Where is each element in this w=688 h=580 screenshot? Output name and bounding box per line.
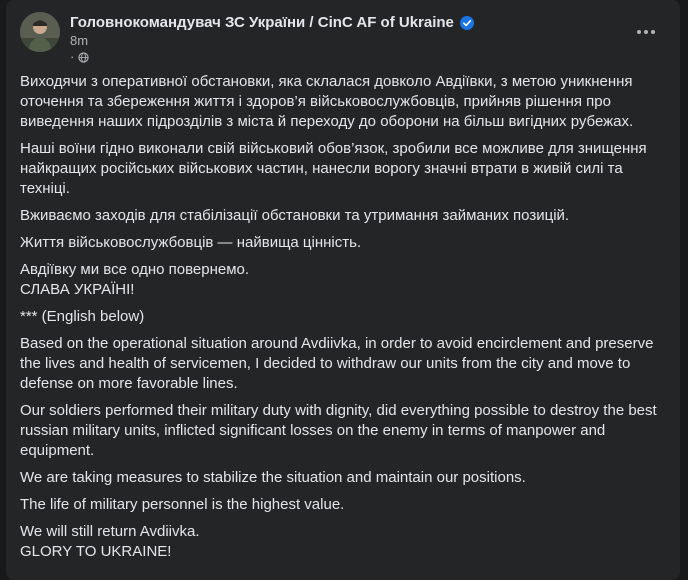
verified-badge-icon bbox=[460, 16, 474, 30]
globe-icon[interactable] bbox=[78, 51, 89, 62]
post-paragraph: Виходячи з оперативної обстановки, яка склалася довколо Авдіївки, з метою уникнення оточення та збереження життя і здоров’я військовослужбовців, прийняв рішення про виведення наших підрозділів з міста й переходу до оборони на більш вигідних рубежах. bbox=[20, 73, 634, 130]
author-name[interactable]: Головнокомандувач ЗС України / CinC AF of Ukraine bbox=[70, 14, 454, 31]
facebook-post bbox=[6, 0, 680, 580]
more-options-icon bbox=[636, 29, 656, 35]
more-options-button[interactable] bbox=[630, 16, 662, 48]
post-header bbox=[20, 10, 666, 64]
post-paragraph: Based on the operational situation around Avdiivka, in order to avoid encirclement and preserve the lives and health of servicemen, I decided to withdraw our units from the city and move to defense on more favorable lines. bbox=[20, 335, 654, 392]
post-body bbox=[20, 72, 668, 569]
avatar-photo bbox=[20, 12, 60, 52]
post-meta bbox=[70, 33, 89, 64]
post-timestamp[interactable]: 8m bbox=[70, 33, 89, 48]
author-avatar[interactable] bbox=[20, 12, 60, 52]
post-paragraph: We will still return Avdiivka. GLORY TO UKRAINE! bbox=[20, 523, 200, 560]
post-paragraph: Наші воїни гідно виконали свій військовий обов’язок, зробили все можливе для знищення найкращих російських військових частин, нанесли ворогу значні втрати в живій силі та техніці. bbox=[20, 140, 647, 197]
post-paragraph: Життя військовослужбовців — найвища цінність. bbox=[20, 234, 362, 251]
post-paragraph: Авдіївку ми все одно повернемо. СЛАВА УКРАЇНІ! bbox=[20, 261, 250, 298]
audience-row bbox=[70, 49, 89, 64]
author-line bbox=[70, 14, 474, 31]
post-paragraph: Вживаємо заходів для стабілізації обстановки та утримання займаних позицій. bbox=[20, 207, 570, 224]
meta-separator: · bbox=[70, 49, 75, 64]
post-paragraph: We are taking measures to stabilize the situation and maintain our positions. bbox=[20, 469, 526, 486]
post-paragraph: The life of military personnel is the highest value. bbox=[20, 496, 345, 513]
post-paragraph: *** (English below) bbox=[20, 308, 145, 325]
post-paragraph: Our soldiers performed their military duty with dignity, did everything possible to destroy the best russian military units, inflicted significant losses on the enemy in terms of manpower and equipment. bbox=[20, 402, 657, 459]
